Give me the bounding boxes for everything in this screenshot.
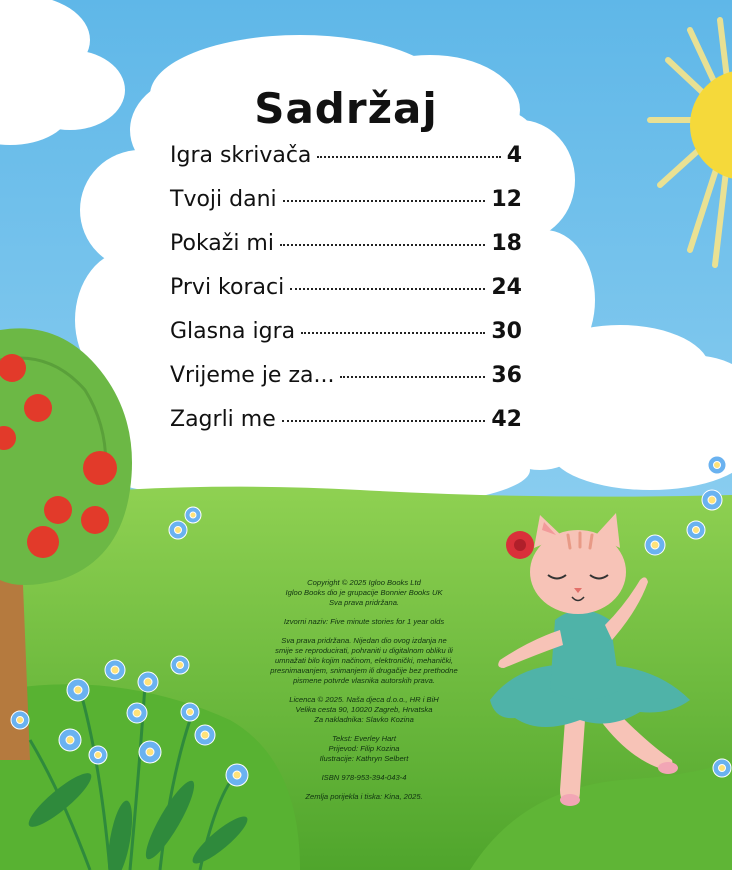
toc-entry-page: 24 — [491, 275, 522, 300]
toc-leader-dots — [317, 156, 500, 158]
imprint-origin — [244, 792, 484, 802]
imprint-copyright — [244, 578, 484, 608]
imprint — [244, 578, 484, 811]
imprint-line: umnažati bilo kojim načinom, elektronički, mehanički, — [274, 656, 454, 665]
toc-entry-title: Zagrli me — [170, 407, 276, 432]
toc-entry-page: 36 — [491, 363, 522, 388]
toc-entry — [170, 275, 522, 319]
toc-entry-page: 4 — [506, 143, 522, 168]
toc-leader-dots — [280, 244, 485, 246]
imprint-line: Licenca © 2025. Naša djeca d.o.o., HR i BiH — [289, 695, 439, 704]
table-of-contents — [170, 84, 522, 451]
toc-entry-page: 12 — [491, 187, 522, 212]
toc-entry — [170, 143, 522, 187]
imprint-line: Za nakladnika: Slavko Kozina — [314, 715, 414, 724]
imprint-line: ISBN 978-953-394-043-4 — [321, 773, 407, 782]
toc-entry — [170, 319, 522, 363]
imprint-line: Igloo Books dio je grupacije Bonnier Books UK — [285, 588, 443, 597]
imprint-line: Copyright © 2025 Igloo Books Ltd — [307, 578, 421, 587]
imprint-line: Izvorni naziv: Five minute stories for 1 year olds — [283, 617, 445, 626]
toc-entry-title: Igra skrivača — [170, 143, 312, 168]
imprint-line: Velika cesta 90, 10020 Zagreb, Hrvatska — [295, 705, 433, 714]
toc-entries — [170, 143, 522, 451]
toc-entry-title: Prvi koraci — [170, 275, 285, 300]
imprint-line: Zemlja porijekla i tiska: Kina, 2025. — [305, 792, 423, 801]
imprint-line: Ilustracije: Kathryn Selbert — [319, 754, 409, 763]
toc-entry — [170, 407, 522, 451]
toc-entry — [170, 187, 522, 231]
toc-entry — [170, 363, 522, 407]
imprint-rights — [244, 636, 484, 686]
toc-leader-dots — [283, 200, 486, 202]
toc-leader-dots — [282, 420, 486, 422]
toc-entry-title: Pokaži mi — [170, 231, 274, 256]
imprint-line: Prijevod: Filip Kozina — [328, 744, 400, 753]
toc-entry-page: 42 — [491, 407, 522, 432]
toc-entry-page: 30 — [491, 319, 522, 344]
imprint-isbn — [244, 773, 484, 783]
toc-entry — [170, 231, 522, 275]
imprint-line: presnimavanjem, snimanjem ili drugačije bez prethodne — [270, 666, 458, 675]
toc-leader-dots — [290, 288, 485, 290]
imprint-line: pismene potvrde vlasnika autorskih prava. — [293, 676, 435, 685]
imprint-line: smije se reproducirati, pohraniti u digitalnom obliku ili — [275, 646, 453, 655]
toc-title: Sadržaj — [254, 84, 438, 133]
toc-entry-page: 18 — [491, 231, 522, 256]
imprint-licence — [244, 695, 484, 725]
imprint-original-title — [244, 617, 484, 627]
toc-entry-title: Tvoji dani — [170, 187, 277, 212]
toc-leader-dots — [340, 376, 485, 378]
toc-entry-title: Glasna igra — [170, 319, 296, 344]
toc-entry-title: Vrijeme je za... — [170, 363, 335, 388]
imprint-line: Sva prava pridržana. Nijedan dio ovog izdanja ne — [281, 636, 447, 645]
imprint-line: Sva prava pridržana. — [328, 598, 400, 607]
imprint-credits — [244, 734, 484, 764]
imprint-line: Tekst: Everley Hart — [332, 734, 396, 743]
toc-leader-dots — [301, 332, 485, 334]
